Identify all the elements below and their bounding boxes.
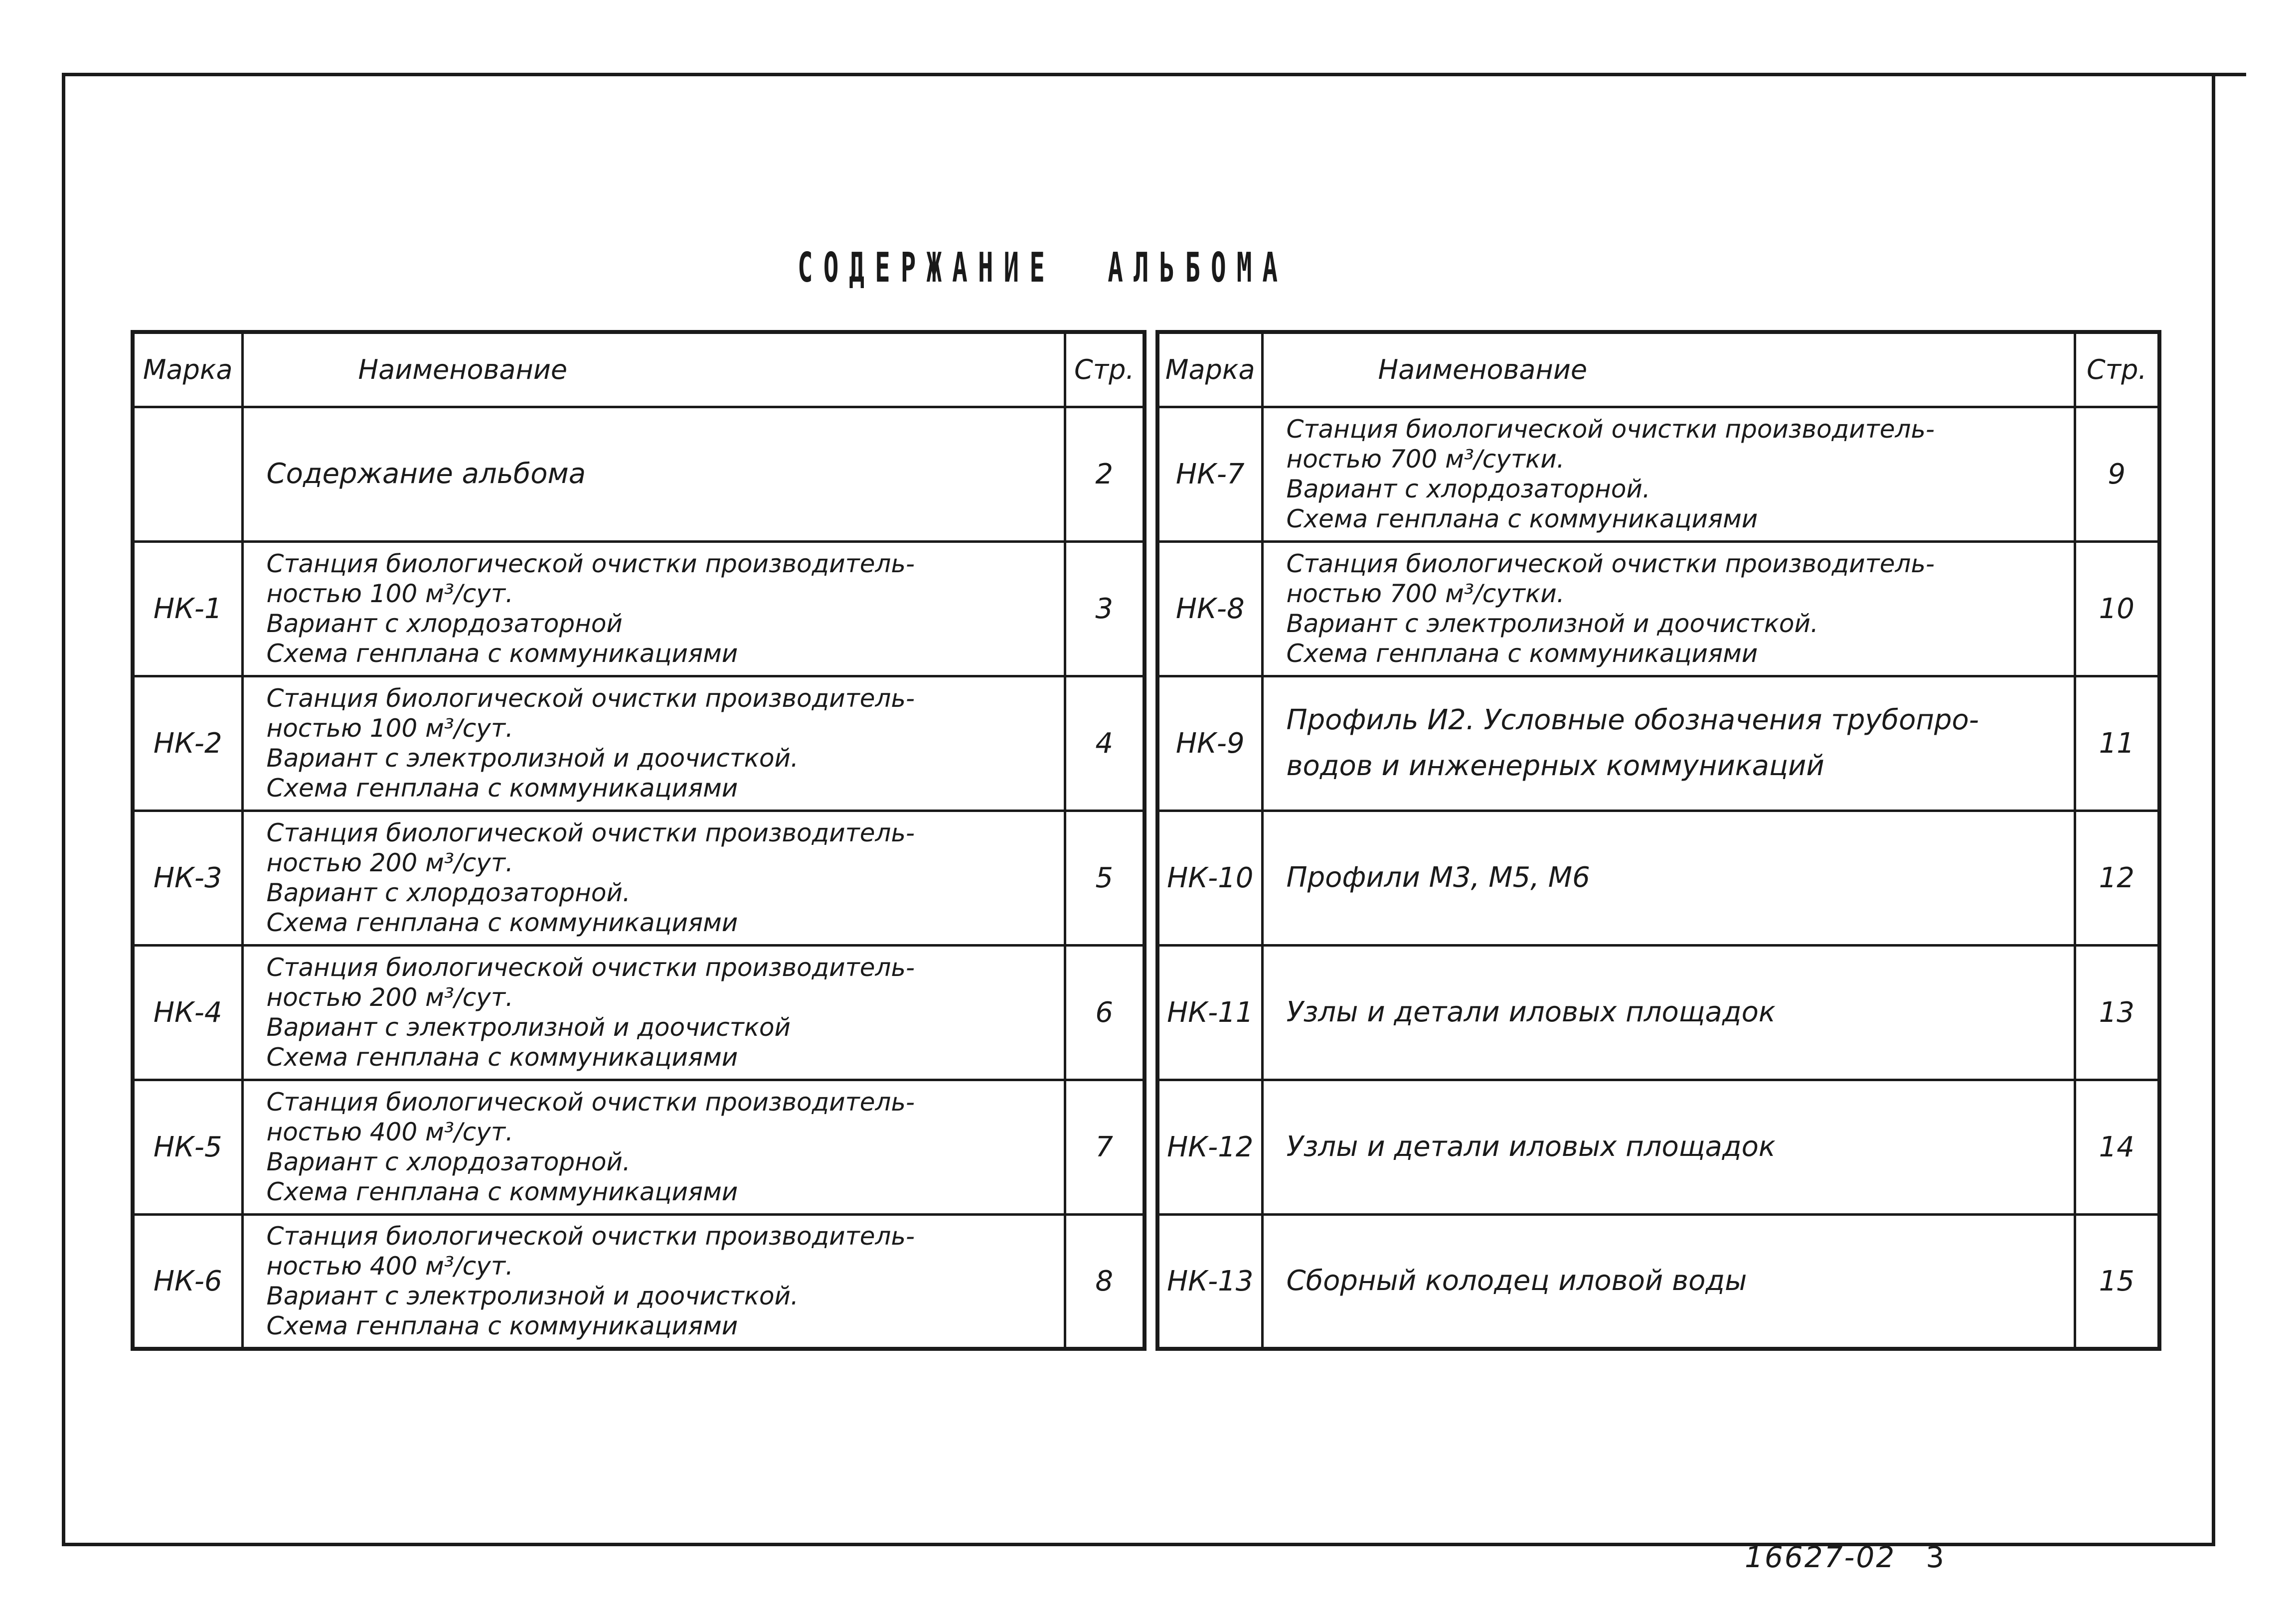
table-row <box>133 1214 1145 1349</box>
row-mark: НК-10 <box>1157 810 1262 945</box>
row-name-line: Вариант с хлордозаторной <box>266 609 623 638</box>
row-name <box>1262 1080 2075 1214</box>
row-name-line: Схема генплана с коммуникациями <box>1286 504 1758 533</box>
row-name-line: ностью 700 м³/сутки. <box>1286 445 1565 474</box>
row-name <box>242 407 1065 541</box>
row-mark: НК-6 <box>133 1214 242 1349</box>
row-page: 3 <box>1065 541 1145 676</box>
header-page: Стр. <box>1065 332 1145 407</box>
row-name-line: ностью 200 м³/сут. <box>266 983 513 1012</box>
table-row <box>1157 945 2159 1080</box>
row-name-line: ностью 200 м³/сут. <box>266 848 513 877</box>
row-name-line: ностью 400 м³/сут. <box>266 1118 513 1146</box>
row-name-line: Станция биологической очистки производитель- <box>266 1222 915 1251</box>
table-row <box>1157 810 2159 945</box>
row-name-line: Станция биологической очистки производитель- <box>1286 415 1935 444</box>
row-page: 14 <box>2075 1080 2159 1214</box>
row-name-line: Станция биологической очистки производитель- <box>266 818 915 847</box>
row-page: 8 <box>1065 1214 1145 1349</box>
album-title-word-1: СОДЕРЖАНИЕ <box>798 244 1055 292</box>
row-name-line: Станция биологической очистки производитель- <box>266 684 915 713</box>
row-mark: НК-7 <box>1157 407 1262 541</box>
row-page: 11 <box>2075 676 2159 810</box>
contents-table-left <box>131 330 1147 1351</box>
row-name <box>1262 541 2075 676</box>
row-name-line: Узлы и детали иловых площадок <box>1286 996 1776 1028</box>
header-mark: Марка <box>1157 332 1262 407</box>
table-row <box>1157 407 2159 541</box>
row-name-line: ностью 700 м³/сутки. <box>1286 579 1565 608</box>
document-number: 16627-02 <box>1745 1540 1896 1574</box>
row-mark: НК-11 <box>1157 945 1262 1080</box>
row-mark: НК-9 <box>1157 676 1262 810</box>
row-mark: НК-5 <box>133 1080 242 1214</box>
row-name-line: Схема генплана с коммуникациями <box>266 639 738 668</box>
row-name-line: Вариант с хлордозаторной. <box>266 878 631 907</box>
row-mark: НК-8 <box>1157 541 1262 676</box>
row-page: 7 <box>1065 1080 1145 1214</box>
contents-rows-right <box>1157 407 2159 1349</box>
row-name-line: Станция биологической очистки производитель- <box>1286 549 1935 578</box>
row-name-line: ностью 100 м³/сут. <box>266 714 513 743</box>
row-name-line: Вариант с хлордозаторной. <box>1286 475 1650 503</box>
row-page: 10 <box>2075 541 2159 676</box>
frame-top-line <box>2213 73 2246 76</box>
table-row <box>1157 541 2159 676</box>
row-page: 9 <box>2075 407 2159 541</box>
row-mark: НК-4 <box>133 945 242 1080</box>
row-name-line: Вариант с хлордозаторной. <box>266 1147 631 1176</box>
header-name: Наименование <box>242 332 1065 407</box>
row-page: 2 <box>1065 407 1145 541</box>
row-name <box>1262 407 2075 541</box>
row-name-line: Вариант с электролизной и доочисткой. <box>1286 609 1818 638</box>
row-name <box>242 1080 1065 1214</box>
row-mark: НК-12 <box>1157 1080 1262 1214</box>
row-name <box>242 541 1065 676</box>
row-name <box>1262 945 2075 1080</box>
row-name-line: Узлы и детали иловых площадок <box>1286 1131 1776 1163</box>
row-name <box>242 945 1065 1080</box>
header-mark: Марка <box>133 332 242 407</box>
row-name-line: Схема генплана с коммуникациями <box>266 774 738 803</box>
table-row <box>1157 1080 2159 1214</box>
table-row <box>133 810 1145 945</box>
row-name-line: ностью 400 м³/сут. <box>266 1252 513 1281</box>
row-name <box>242 810 1065 945</box>
header-name: Наименование <box>1262 332 2075 407</box>
table-row <box>1157 676 2159 810</box>
table-row <box>133 676 1145 810</box>
table-row <box>133 407 1145 541</box>
album-title-word-2: АЛЬБОМА <box>1108 244 1289 292</box>
row-name-line: Вариант с электролизной и доочисткой. <box>266 1282 799 1311</box>
row-name-line: Сборный колодец иловой воды <box>1286 1265 1747 1297</box>
row-name-line: Схема генплана с коммуникациями <box>266 1177 738 1206</box>
row-name-line: Вариант с электролизной и доочисткой <box>266 1013 791 1042</box>
album-title <box>798 244 1289 292</box>
header-page: Стр. <box>2075 332 2159 407</box>
row-name-line: Профили М3, М5, М6 <box>1286 861 1590 894</box>
row-name-line: Станция биологической очистки производитель- <box>266 1088 915 1117</box>
row-name-line: Схема генплана с коммуникациями <box>1286 639 1758 668</box>
row-page: 12 <box>2075 810 2159 945</box>
row-page: 15 <box>2075 1214 2159 1349</box>
row-name-line: Станция биологической очистки производитель- <box>266 953 915 982</box>
row-page: 5 <box>1065 810 1145 945</box>
table-row <box>1157 1214 2159 1349</box>
row-name-line: Схема генплана с коммуникациями <box>266 908 738 937</box>
row-page: 13 <box>2075 945 2159 1080</box>
row-mark: НК-1 <box>133 541 242 676</box>
row-mark: НК-2 <box>133 676 242 810</box>
table-row <box>133 945 1145 1080</box>
row-name-line: водов и инженерных коммуникаций <box>1286 750 1824 782</box>
row-name <box>242 1214 1065 1349</box>
row-mark <box>133 407 242 541</box>
row-name <box>1262 676 2075 810</box>
row-page: 6 <box>1065 945 1145 1080</box>
row-name-line: Станция биологической очистки производитель- <box>266 549 915 578</box>
row-mark: НК-3 <box>133 810 242 945</box>
table-row <box>133 541 1145 676</box>
row-name-line: Вариант с электролизной и доочисткой. <box>266 744 799 773</box>
row-name <box>242 676 1065 810</box>
contents-rows-left <box>133 407 1145 1349</box>
sheet-number: 3 <box>1926 1540 1946 1574</box>
row-name <box>1262 1214 2075 1349</box>
row-name-line: Схема генплана с коммуникациями <box>266 1043 738 1072</box>
row-name-line: Содержание альбома <box>266 458 586 490</box>
document-code <box>1745 1540 1946 1574</box>
row-mark: НК-13 <box>1157 1214 1262 1349</box>
row-name-line: Схема генплана с коммуникациями <box>266 1311 738 1341</box>
contents-table-right <box>1155 330 2161 1351</box>
row-name-line: Профиль И2. Условные обозначения трубопро- <box>1286 704 1979 736</box>
row-page: 4 <box>1065 676 1145 810</box>
row-name <box>1262 810 2075 945</box>
row-name-line: ностью 100 м³/сут. <box>266 579 513 608</box>
table-row <box>133 1080 1145 1214</box>
